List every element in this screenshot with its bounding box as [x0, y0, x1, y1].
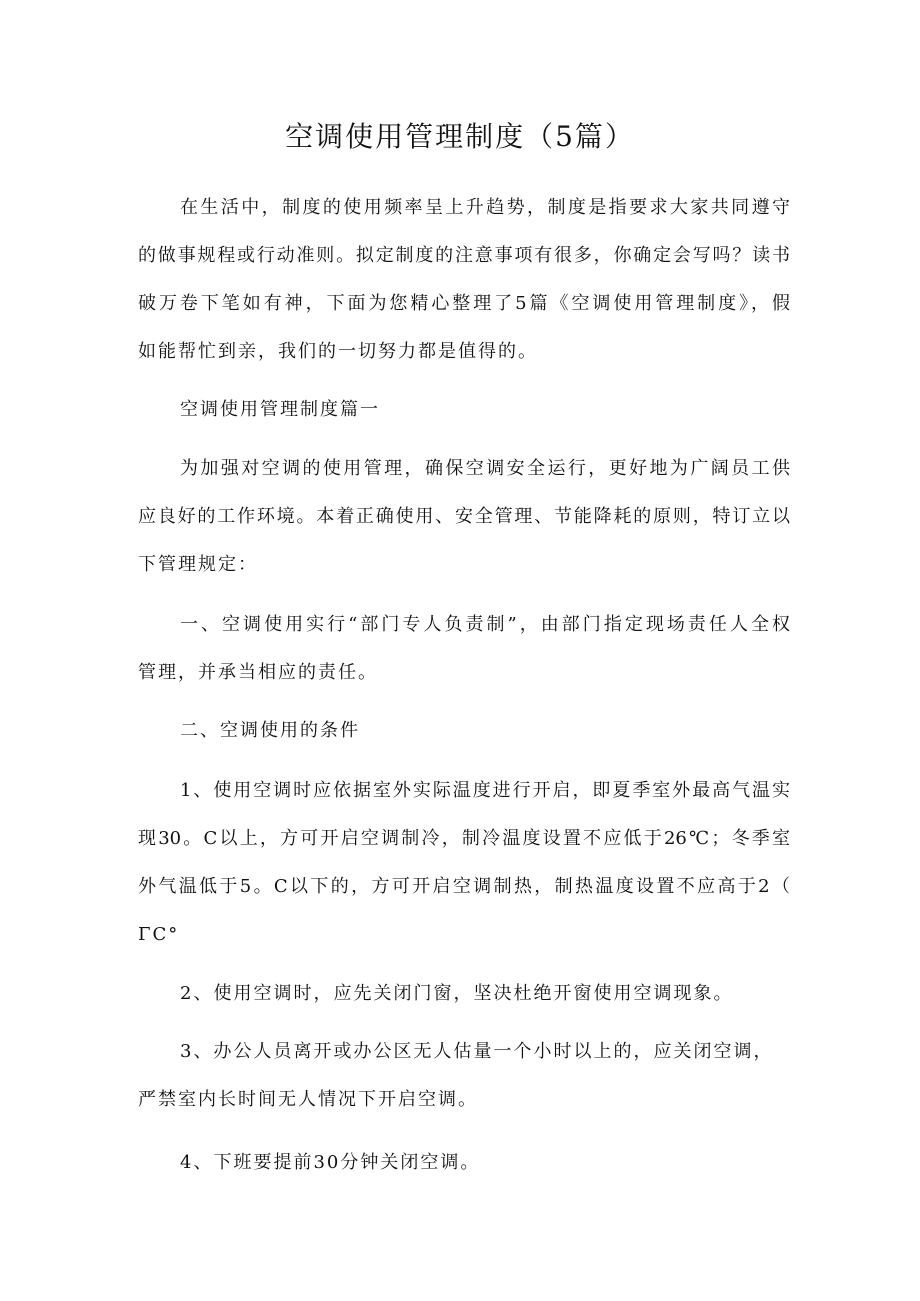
rule-1-paragraph [138, 601, 790, 697]
paragraph-line: 破万卷下笔如有神，下面为您精心整理了5篇《空调使用管理制度》，假 [138, 293, 790, 314]
paragraph-line: 为加强对空调的使用管理，确保空调安全运行，更好地为广阔员工供 [180, 458, 790, 479]
section-heading [138, 386, 790, 434]
paragraph-line: 外气温低于5。C以下的，方可开启空调制热，制热温度设置不应高于2（ [138, 876, 790, 897]
rule-2-heading-text: 二、空调使用的条件 [180, 720, 360, 741]
paragraph-line: 2、使用空调时，应先关闭门窗，坚决杜绝开窗使用空调现象。 [180, 983, 734, 1004]
paragraph-line: 管理，并承当相应的责任。 [138, 662, 378, 683]
paragraph-line: 在生活中，制度的使用频率呈上升趋势，制度是指要求大家共同遵守 [180, 197, 790, 218]
paragraph-line: 的做事规程或行动准则。拟定制度的注意事项有很多，你确定会写吗？读书 [138, 245, 790, 266]
paragraph-line: 4、下班要提前30分钟关闭空调。 [180, 1152, 481, 1173]
condition-2-paragraph [138, 970, 790, 1018]
paragraph-line: 现30。C以上，方可开启空调制冷，制冷温度设置不应低于26℃；冬季室 [138, 828, 790, 849]
paragraph-line: 一、空调使用实行“部门专人负责制”，由部门指定现场责任人全权 [180, 614, 790, 635]
document-title: 空调使用管理制度（5篇） [285, 120, 635, 153]
paragraph-line: 应良好的工作环境。本着正确使用、安全管理、节能降耗的原则，特订立以 [138, 506, 790, 527]
rule-2-heading [138, 707, 790, 755]
section-heading-text: 空调使用管理制度篇一 [180, 399, 380, 420]
paragraph-line: ΓC° [138, 924, 180, 945]
condition-3-paragraph [138, 1028, 790, 1124]
condition-1-paragraph [138, 767, 790, 959]
paragraph-line: 严禁室内长时间无人情况下开启空调。 [138, 1089, 478, 1110]
paragraph-line: 1、使用空调时应依据室外实际温度进行开启，即夏季室外最高气温实 [180, 780, 790, 801]
condition-4-paragraph [138, 1139, 790, 1187]
purpose-paragraph [138, 445, 790, 589]
paragraph-line: 如能帮忙到亲，我们的一切努力都是值得的。 [138, 341, 538, 362]
intro-paragraph [138, 184, 790, 376]
paragraph-line: 3、办公人员离开或办公区无人估量一个小时以上的，应关闭空调， [180, 1041, 774, 1062]
paragraph-line: 下管理规定： [138, 554, 258, 575]
